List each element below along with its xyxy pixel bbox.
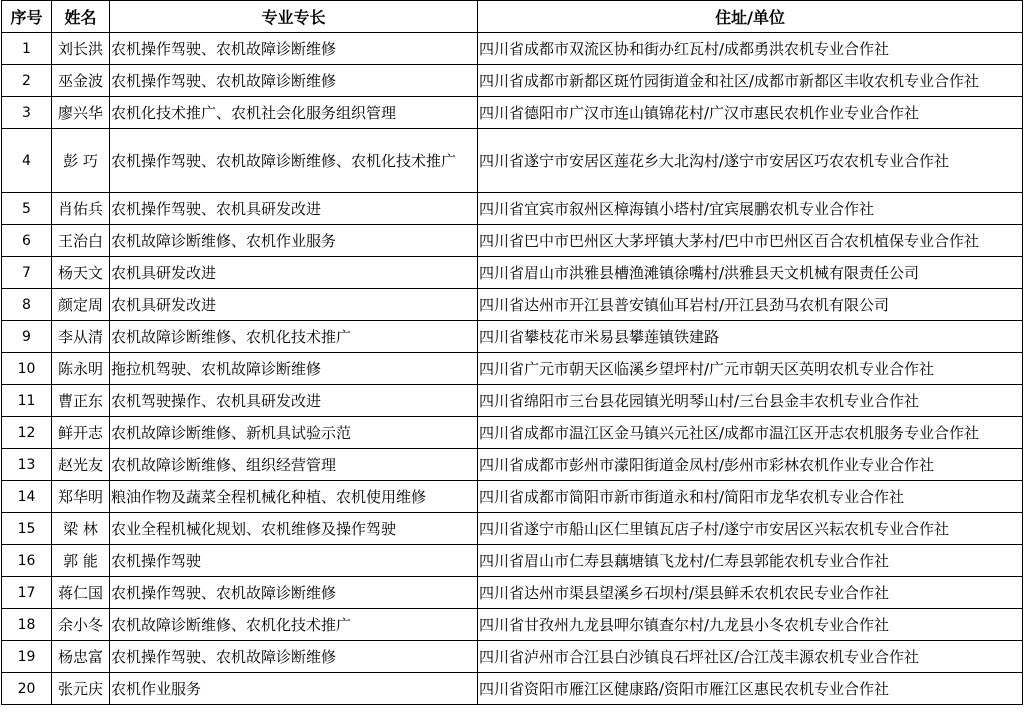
row-name: 郑华明 (52, 481, 110, 513)
row-address: 四川省成都市温江区金马镇兴元社区/成都市温江区开志农机服务专业合作社 (478, 417, 1023, 449)
table-row (2, 417, 1023, 449)
table-row (2, 609, 1023, 641)
row-no: 8 (2, 289, 52, 321)
row-specialty: 农机操作驾驶、农机具研发改进 (110, 193, 478, 225)
row-specialty: 农机操作驾驶、农机故障诊断维修 (110, 65, 478, 97)
row-name: 陈永明 (52, 353, 110, 385)
row-address: 四川省成都市新都区斑竹园街道金和社区/成都市新都区丰收农机专业合作社 (478, 65, 1023, 97)
table-row (2, 193, 1023, 225)
row-specialty: 粮油作物及蔬菜全程机械化种植、农机使用维修 (110, 481, 478, 513)
row-address: 四川省攀枝花市米易县攀莲镇铁建路 (478, 321, 1023, 353)
table-row (2, 481, 1023, 513)
table-row (2, 321, 1023, 353)
table-row (2, 97, 1023, 129)
row-name: 廖兴华 (52, 97, 110, 129)
table-row (2, 641, 1023, 673)
row-no: 16 (2, 545, 52, 577)
header-row (2, 1, 1023, 33)
row-address: 四川省宜宾市叙州区樟海镇小塔村/宜宾展鹏农机专业合作社 (478, 193, 1023, 225)
table-row (2, 65, 1023, 97)
row-no: 13 (2, 449, 52, 481)
row-name: 肖佑兵 (52, 193, 110, 225)
table-row (2, 257, 1023, 289)
row-address: 四川省绵阳市三台县花园镇光明琴山村/三台县金丰农机专业合作社 (478, 385, 1023, 417)
row-specialty: 农机具研发改进 (110, 289, 478, 321)
row-address: 四川省达州市开江县普安镇仙耳岩村/开江县劲马农机有限公司 (478, 289, 1023, 321)
row-no: 19 (2, 641, 52, 673)
row-specialty: 农机故障诊断维修、组织经营管理 (110, 449, 478, 481)
row-no: 11 (2, 385, 52, 417)
header-address: 住址/单位 (478, 1, 1023, 33)
row-specialty: 农机操作驾驶、农机故障诊断维修 (110, 33, 478, 65)
row-address: 四川省眉山市洪雅县槽渔滩镇徐嘴村/洪雅县天文机械有限责任公司 (478, 257, 1023, 289)
row-name: 王治白 (52, 225, 110, 257)
row-specialty: 农机故障诊断维修、农机作业服务 (110, 225, 478, 257)
row-specialty: 农机操作驾驶 (110, 545, 478, 577)
row-name: 张元庆 (52, 673, 110, 705)
table-row (2, 577, 1023, 609)
header-specialty: 专业专长 (110, 1, 478, 33)
row-name: 蒋仁国 (52, 577, 110, 609)
row-name: 巫金波 (52, 65, 110, 97)
row-name: 杨天文 (52, 257, 110, 289)
row-specialty: 拖拉机驾驶、农机故障诊断维修 (110, 353, 478, 385)
row-no: 12 (2, 417, 52, 449)
row-name: 李从清 (52, 321, 110, 353)
row-address: 四川省达州市渠县望溪乡石坝村/渠县鲜禾农机农民专业合作社 (478, 577, 1023, 609)
row-no: 14 (2, 481, 52, 513)
row-name: 梁 林 (52, 513, 110, 545)
table-row (2, 353, 1023, 385)
row-no: 3 (2, 97, 52, 129)
row-address: 四川省成都市彭州市濛阳街道金凤村/彭州市彩林农机作业专业合作社 (478, 449, 1023, 481)
header-no: 序号 (2, 1, 52, 33)
row-address: 四川省广元市朝天区临溪乡望坪村/广元市朝天区英明农机专业合作社 (478, 353, 1023, 385)
row-no: 17 (2, 577, 52, 609)
row-name: 刘长洪 (52, 33, 110, 65)
row-name: 赵光友 (52, 449, 110, 481)
row-address: 四川省资阳市雁江区健康路/资阳市雁江区惠民农机专业合作社 (478, 673, 1023, 705)
row-name: 杨忠富 (52, 641, 110, 673)
row-specialty: 农业全程机械化规划、农机维修及操作驾驶 (110, 513, 478, 545)
row-name: 郭 能 (52, 545, 110, 577)
row-no: 7 (2, 257, 52, 289)
row-address: 四川省眉山市仁寿县藕塘镇飞龙村/仁寿县郭能农机专业合作社 (478, 545, 1023, 577)
row-no: 9 (2, 321, 52, 353)
row-address: 四川省成都市简阳市新市街道永和村/简阳市龙华农机专业合作社 (478, 481, 1023, 513)
row-specialty: 农机故障诊断维修、农机化技术推广 (110, 321, 478, 353)
row-no: 18 (2, 609, 52, 641)
row-name: 彭 巧 (52, 129, 110, 193)
table-row (2, 129, 1023, 193)
row-address: 四川省甘孜州九龙县呷尔镇查尔村/九龙县小冬农机专业合作社 (478, 609, 1023, 641)
row-no: 20 (2, 673, 52, 705)
row-specialty: 农机作业服务 (110, 673, 478, 705)
row-name: 颜定周 (52, 289, 110, 321)
row-no: 6 (2, 225, 52, 257)
row-name: 余小冬 (52, 609, 110, 641)
row-no: 5 (2, 193, 52, 225)
row-address: 四川省德阳市广汉市连山镇锦花村/广汉市惠民农机作业专业合作社 (478, 97, 1023, 129)
row-no: 15 (2, 513, 52, 545)
row-address: 四川省成都市双流区协和街办红瓦村/成都勇洪农机专业合作社 (478, 33, 1023, 65)
table-row (2, 225, 1023, 257)
row-specialty: 农机驾驶操作、农机具研发改进 (110, 385, 478, 417)
table-row (2, 33, 1023, 65)
row-name: 曹正东 (52, 385, 110, 417)
row-specialty: 农机操作驾驶、农机故障诊断维修 (110, 641, 478, 673)
row-no: 2 (2, 65, 52, 97)
row-name: 鲜开志 (52, 417, 110, 449)
row-no: 10 (2, 353, 52, 385)
row-specialty: 农机具研发改进 (110, 257, 478, 289)
row-address: 四川省遂宁市船山区仁里镇瓦店子村/遂宁市安居区兴耘农机专业合作社 (478, 513, 1023, 545)
table-row (2, 673, 1023, 705)
header-name: 姓名 (52, 1, 110, 33)
row-specialty: 农机化技术推广、农机社会化服务组织管理 (110, 97, 478, 129)
row-specialty: 农机故障诊断维修、新机具试验示范 (110, 417, 478, 449)
table-row (2, 449, 1023, 481)
row-no: 1 (2, 33, 52, 65)
row-address: 四川省遂宁市安居区莲花乡大北沟村/遂宁市安居区巧农农机专业合作社 (478, 129, 1023, 193)
table-row (2, 289, 1023, 321)
experts-table (1, 0, 1023, 705)
table-row (2, 545, 1023, 577)
row-address: 四川省巴中市巴州区大茅坪镇大茅村/巴中市巴州区百合农机植保专业合作社 (478, 225, 1023, 257)
row-no: 4 (2, 129, 52, 193)
row-specialty: 农机操作驾驶、农机故障诊断维修 (110, 577, 478, 609)
row-specialty: 农机操作驾驶、农机故障诊断维修、农机化技术推广 (110, 129, 478, 193)
table-row (2, 513, 1023, 545)
table-row (2, 385, 1023, 417)
row-address: 四川省泸州市合江县白沙镇良石坪社区/合江茂丰源农机专业合作社 (478, 641, 1023, 673)
row-specialty: 农机故障诊断维修、农机化技术推广 (110, 609, 478, 641)
